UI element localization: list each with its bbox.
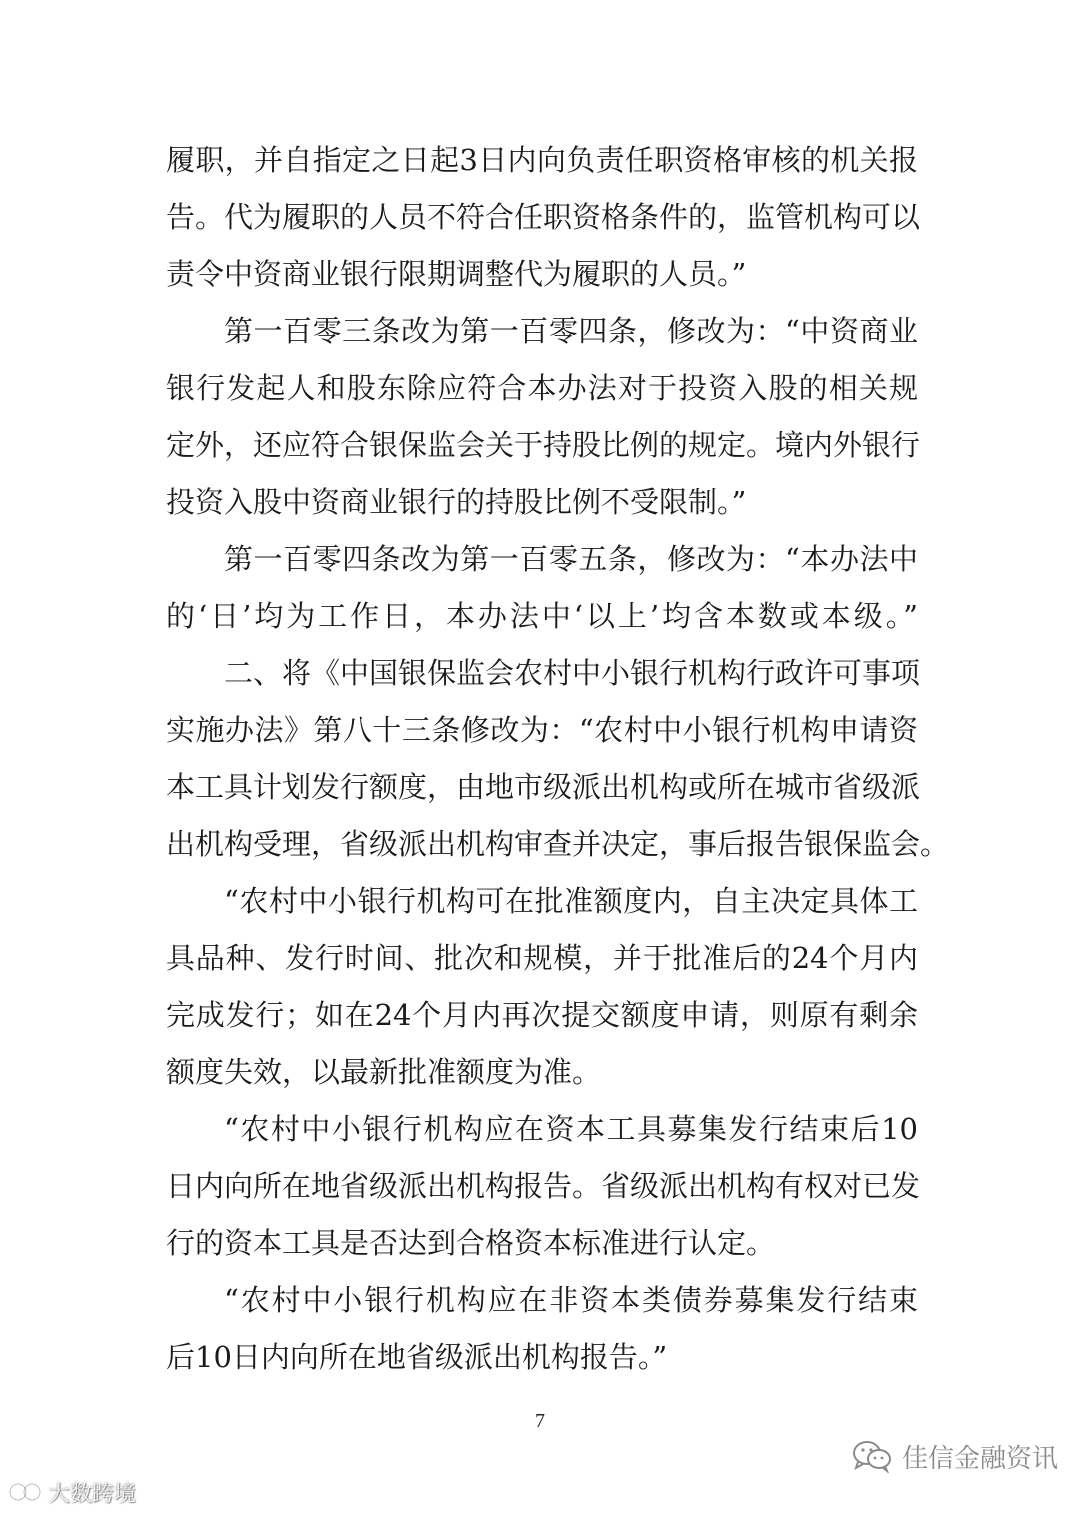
text-line: 日内向所在地省级派出机构报告。省级派出机构有权对已发 xyxy=(166,1169,921,1203)
text-line: 本工具计划发行额度，由地市级派出机构或所在城市省级派 xyxy=(166,770,921,804)
text-line: 履职，并自指定之日起3日内向负责任职资格审核的机关报 xyxy=(166,143,918,177)
text-line: “农村中小银行机构应在资本工具募集发行结束后10 xyxy=(224,1112,918,1146)
page-number: 7 xyxy=(535,1410,545,1432)
text-line: 完成发行；如在24个月内再次提交额度申请，则原有剩余 xyxy=(166,998,918,1032)
text-line: “农村中小银行机构应在非资本类债券募集发行结束 xyxy=(224,1283,918,1317)
text-line: 银行发起人和股东除应符合本办法对于投资入股的相关规 xyxy=(166,371,918,405)
logo-icon xyxy=(8,1477,42,1507)
text-line: 责令中资商业银行限期调整代为履职的人员。” xyxy=(166,257,747,291)
wechat-account-name: 佳信金融资讯 xyxy=(901,1443,1058,1474)
source-watermark xyxy=(8,1474,136,1510)
text-line: 投资入股中资商业银行的持股比例不受限制。” xyxy=(166,485,747,519)
text-line: 行的资本工具是否达到合格资本标准进行认定。 xyxy=(166,1226,776,1260)
text-line: 后10日内向所在地省级派出机构报告。” xyxy=(166,1340,668,1374)
text-line: 第一百零四条改为第一百零五条，修改为：“本办法中 xyxy=(224,542,918,576)
wechat-icon xyxy=(852,1439,892,1473)
wechat-watermark xyxy=(852,1436,1058,1476)
document-body xyxy=(166,132,950,1386)
source-watermark-text: 大数跨境 xyxy=(48,1481,137,1507)
text-line: 二、将《中国银保监会农村中小银行机构行政许可事项 xyxy=(224,656,921,690)
text-line: 定外，还应符合银保监会关于持股比例的规定。境内外银行 xyxy=(166,428,921,462)
text-line: 额度失效，以最新批准额度为准。 xyxy=(166,1055,602,1089)
text-line: “农村中小银行机构可在批准额度内，自主决定具体工 xyxy=(224,884,918,918)
text-line: 具品种、发行时间、批次和规模，并于批准后的24个月内 xyxy=(166,941,918,975)
text-line: 的‘日’均为工作日，本办法中‘以上’均含本数或本级。” xyxy=(166,599,918,633)
text-line: 出机构受理，省级派出机构审查并决定，事后报告银保监会。 xyxy=(166,827,950,861)
text-line: 实施办法》第八十三条修改为：“农村中小银行机构申请资 xyxy=(166,713,918,747)
text-line: 第一百零三条改为第一百零四条，修改为：“中资商业 xyxy=(224,314,918,348)
text-line: 告。代为履职的人员不符合任职资格条件的，监管机构可以 xyxy=(166,200,921,234)
